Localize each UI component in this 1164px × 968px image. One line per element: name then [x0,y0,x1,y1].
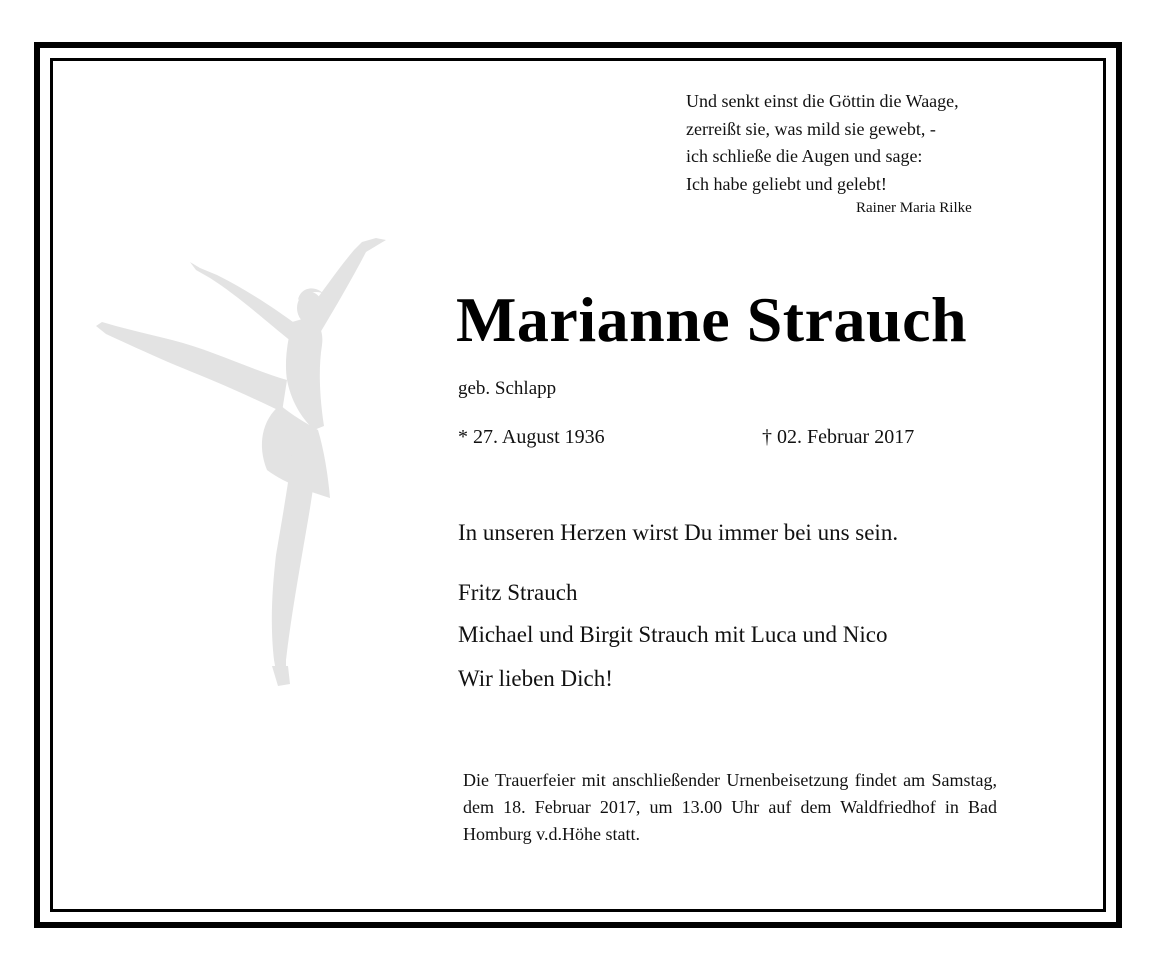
rilke-poem [686,88,1066,198]
poem-line: zerreißt sie, was mild sie gewebt, - [686,118,936,139]
poem-author: Rainer Maria Rilke [856,200,972,216]
family-member: Michael und Birgit Strauch mit Luca und Nico [458,622,888,647]
family-member: Fritz Strauch [458,580,578,605]
ceremony-details: Die Trauerfeier mit anschließender Urnenbeisetzung findet am Samstag, dem 18. Februar 2017, um 13.00 Uhr auf dem Waldfriedhof in Bad Homburg v.d.Höhe statt. [463,770,997,844]
poem-line: ich schließe die Augen und sage: [686,146,923,166]
ballerina-silhouette-icon [92,230,402,690]
poem-line: Ich habe geliebt und gelebt! [686,173,887,194]
death-date: † 02. Februar 2017 [762,426,915,448]
poem-line: Und senkt einst die Göttin die Waage, [686,91,959,111]
deceased-name: Marianne Strauch [456,284,968,355]
birth-date: * 27. August 1936 [458,426,605,448]
family-signatures [458,572,887,656]
memorial-message: In unseren Herzen wirst Du immer bei uns sein. [458,520,899,545]
closing-line: Wir lieben Dich! [458,666,613,691]
birth-name: geb. Schlapp [458,378,557,399]
